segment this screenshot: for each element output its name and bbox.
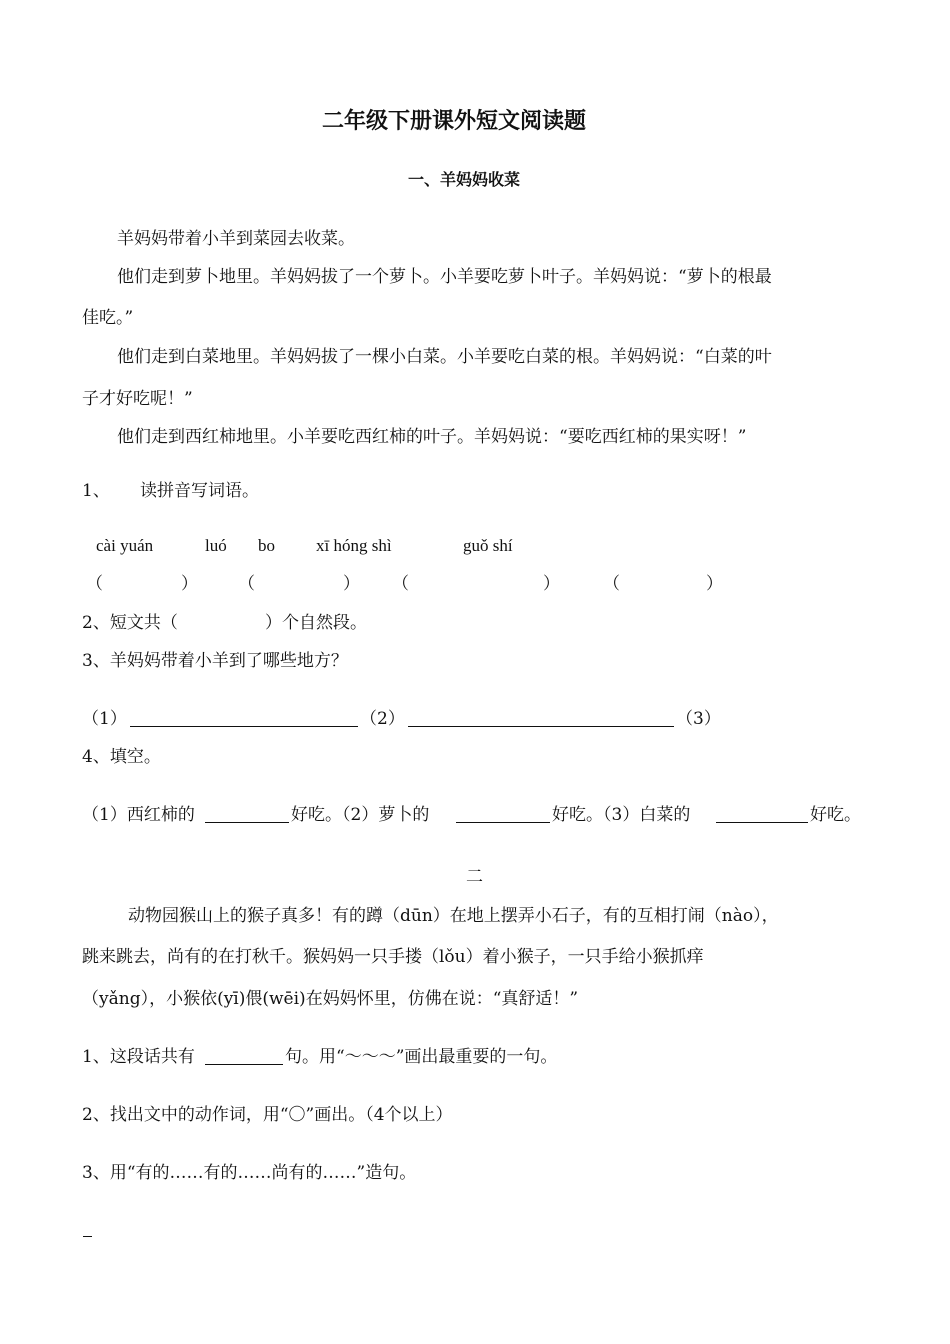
answer-paren-4-close: ）	[706, 574, 723, 594]
s1-paragraph-1: 羊妈妈带着小羊到菜园去收菜。	[117, 229, 355, 249]
s2-paragraph-line-2: 跳来跳去，尚有的在打秋千。猴妈妈一只手搂（lǒu）着小猴子，一只手给小猴抓痒	[82, 947, 704, 967]
answer-paren-3-open: （	[392, 574, 409, 594]
question-4-part-3: 好吃。（3）白菜的	[552, 805, 691, 825]
question-4: 4、填空。	[82, 747, 161, 767]
answer-paren-2-open: （	[238, 574, 255, 594]
pinyin-caiyuan: cài yuán	[96, 536, 154, 555]
section-1-heading: 一、羊妈妈收菜	[408, 170, 521, 189]
document-title: 二年级下册课外短文阅读题	[322, 109, 587, 134]
question-2-part-b: ）个自然段。	[265, 613, 367, 633]
question-2-part-a: 2、短文共（	[82, 613, 178, 633]
question-1-number: 1、	[82, 481, 110, 501]
s1-paragraph-4: 他们走到西红柿地里。小羊要吃西红柿的叶子。羊妈妈说：“要吃西红柿的果实呀！”	[117, 427, 747, 447]
pinyin-bo: bo	[258, 536, 275, 555]
s2-paragraph-line-3: （yǎng），小猴依(yī)偎(wēi)在妈妈怀里，仿佛在说：“真舒适！”	[82, 989, 579, 1009]
question-4-blank-1[interactable]	[205, 805, 289, 823]
question-4-blank-2[interactable]	[456, 805, 550, 823]
answer-paren-2-close: ）	[343, 574, 360, 594]
s1-paragraph-2-line-1: 他们走到萝卜地里。羊妈妈拔了一个萝卜。小羊要吃萝卜叶子。羊妈妈说：“萝卜的根最	[117, 267, 772, 287]
question-4-part-2: 好吃。（2）萝卜的	[291, 805, 430, 825]
question-3-label-3: （3）	[676, 709, 721, 729]
question-3-blank-2[interactable]	[408, 709, 674, 727]
s2-paragraph-line-1: 动物园猴山上的猴子真多！有的蹲（dūn）在地上摆弄小石子，有的互相打闹（nào），	[128, 906, 779, 926]
pinyin-guoshi: guǒ shí	[463, 536, 513, 555]
s2-question-2: 2、找出文中的动作词，用“〇”画出。（4个以上）	[82, 1105, 453, 1125]
s1-paragraph-2-line-2: 佳吃。”	[82, 308, 134, 328]
s2-question-1-blank[interactable]	[205, 1047, 283, 1065]
question-4-part-4: 好吃。	[810, 805, 861, 825]
question-3: 3、羊妈妈带着小羊到了哪些地方？	[82, 651, 348, 671]
s2-question-1-part-b: 句。用“～～～”画出最重要的一句。	[285, 1047, 558, 1067]
question-3-blank-1[interactable]	[130, 709, 358, 727]
answer-paren-1-close: ）	[181, 574, 198, 594]
s1-paragraph-3-line-2: 子才好吃呢！”	[82, 389, 193, 409]
question-4-blank-3[interactable]	[716, 805, 808, 823]
answer-paren-4-open: （	[603, 574, 620, 594]
answer-paren-3-close: ）	[543, 574, 560, 594]
s2-question-3: 3、用“有的……有的……尚有的……”造句。	[82, 1163, 417, 1183]
stray-mark	[83, 1236, 92, 1237]
question-1-text: 读拼音写词语。	[140, 481, 259, 501]
section-2-heading: 二	[466, 867, 483, 887]
answer-paren-1-open: （	[86, 574, 103, 594]
pinyin-luo: luó	[205, 536, 227, 555]
question-3-label-1: （1）	[82, 709, 127, 729]
question-3-label-2: （2）	[360, 709, 405, 729]
pinyin-xihongshi: xī hóng shì	[316, 536, 392, 555]
s1-paragraph-3-line-1: 他们走到白菜地里。羊妈妈拔了一棵小白菜。小羊要吃白菜的根。羊妈妈说：“白菜的叶	[117, 347, 772, 367]
question-4-part-1: （1）西红柿的	[82, 805, 195, 825]
s2-question-1-part-a: 1、这段话共有	[82, 1047, 195, 1067]
